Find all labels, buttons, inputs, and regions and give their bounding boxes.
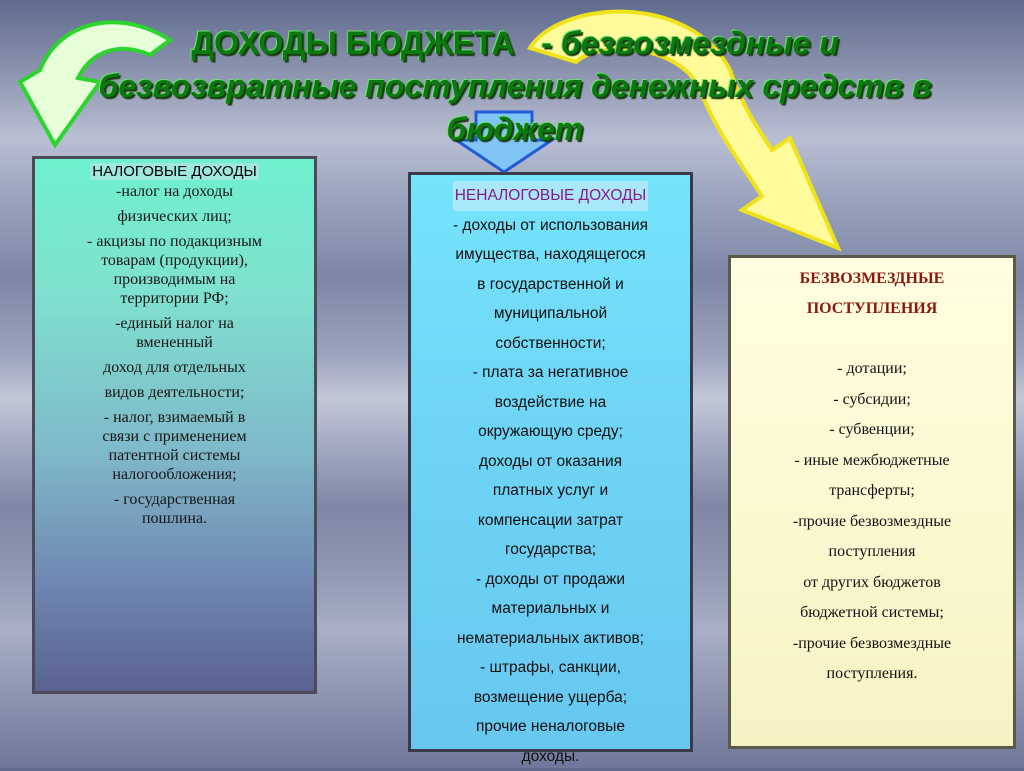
list-item: - доходы от использования [415,211,686,241]
list-item: производимым на [45,270,304,289]
list-item: патентной системы [45,446,304,465]
page-title [20,22,1010,151]
list-item: - государственная [45,490,304,509]
nontax-revenue-header: НЕНАЛОГОВЫЕ ДОХОДЫ [453,181,649,211]
list-item: - субвенции; [735,415,1009,446]
title-rest-line2: безвозвратные поступления денежных средств в [20,65,1010,108]
list-item: -налог на доходы [45,182,304,201]
nontax-revenue-box [408,172,693,752]
list-item: -прочие безвозмездные [735,629,1009,660]
list-item: - налог, взимаемый в [45,408,304,427]
list-item: платных услуг и [415,476,686,506]
list-item: - плата за негативное [415,358,686,388]
list-item: возмещение ущерба; [415,683,686,713]
list-item: видов деятельности; [45,383,304,402]
list-item: поступления [735,537,1009,568]
list-item: территории РФ; [45,289,304,308]
list-item: окружающую среду; [415,417,686,447]
list-item: компенсации затрат [415,506,686,536]
list-item: связи с применением [45,427,304,446]
list-item: - доходы от продажи [415,565,686,595]
list-item: поступления. [735,659,1009,690]
list-item: вмененный [45,333,304,352]
tax-revenue-box [32,156,317,694]
list-item: - акцизы по подакцизным [45,232,304,251]
list-item: прочие неналоговые [415,712,686,742]
free-receipts-header-line2: ПОСТУПЛЕНИЯ [735,294,1009,324]
list-item: физических лиц; [45,207,304,226]
free-receipts-box [728,255,1016,749]
list-item: в государственной и [415,270,686,300]
list-item: налогообложения; [45,465,304,484]
list-item: воздействие на [415,388,686,418]
title-rest-line3: бюджет [20,108,1010,151]
list-item: материальных и [415,594,686,624]
free-receipts-header-line1: БЕЗВОЗМЕЗДНЫЕ [735,264,1009,294]
list-item: доход для отдельных [45,358,304,377]
list-item: - дотации; [735,354,1009,385]
list-item: пошлина. [45,509,304,528]
list-item: имущества, находящегося [415,240,686,270]
list-item: муниципальной [415,299,686,329]
tax-revenue-header: НАЛОГОВЫЕ ДОХОДЫ [90,163,259,180]
list-item: -прочие безвозмездные [735,507,1009,538]
list-item: товарам (продукции), [45,251,304,270]
list-item: трансферты; [735,476,1009,507]
list-item: - иные межбюджетные [735,446,1009,477]
list-item: государства; [415,535,686,565]
title-lead: ДОХОДЫ БЮДЖЕТА [191,25,514,61]
list-item: - штрафы, санкции, [415,653,686,683]
list-item: собственности; [415,329,686,359]
list-item: от других бюджетов [735,568,1009,599]
list-item: -единый налог на [45,314,304,333]
list-item: нематериальных активов; [415,624,686,654]
list-item: бюджетной системы; [735,598,1009,629]
list-item: доходы от оказания [415,447,686,477]
title-rest-line1: - безвозмездные и [541,25,839,61]
list-item: доходы. [415,742,686,771]
list-item: - субсидии; [735,385,1009,416]
